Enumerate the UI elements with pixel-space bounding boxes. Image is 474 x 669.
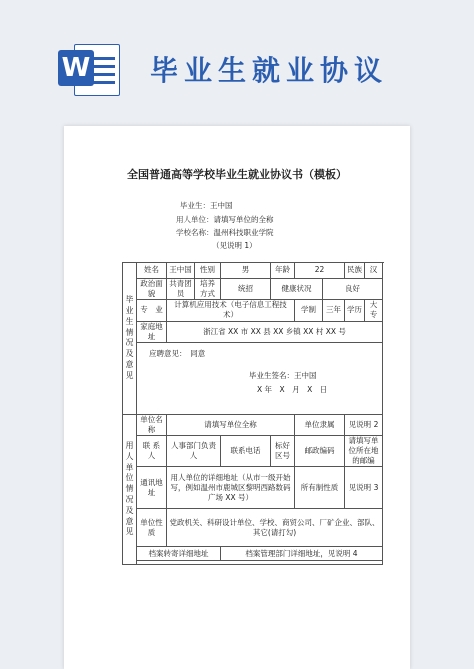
- employer-address-value: 用人单位的详细地址（从市一级开始写，例如温州市鹿城区黎明西路数码广场 XX 号）: [167, 467, 295, 509]
- degree-value: 三年: [323, 300, 345, 321]
- info-employer: [176, 214, 274, 225]
- banner: [0, 0, 474, 100]
- info-graduate: [180, 200, 233, 211]
- edu-value: 大专: [365, 300, 383, 321]
- health-value: 良好: [323, 279, 383, 300]
- name-value: 王中国: [167, 263, 195, 279]
- ownership-label: 所有制性质: [295, 467, 345, 509]
- signature: [249, 371, 317, 381]
- info-graduate-value: 王中国: [210, 201, 233, 210]
- nature-label: 单位性质: [137, 509, 167, 547]
- unit-name-value: 请填写单位全称: [167, 414, 295, 435]
- document-title: 全国普通高等学校毕业生就业协议书（模板）: [127, 168, 347, 181]
- major-label: 专 业: [137, 300, 167, 321]
- training-value: 统招: [221, 279, 271, 300]
- gender-label: 性别: [195, 263, 221, 279]
- zip-label: 邮政编码: [295, 436, 345, 467]
- ethnic-label: 民族: [345, 263, 365, 279]
- ownership-value: 见说明 3: [345, 467, 383, 509]
- word-icon: [58, 40, 122, 100]
- opinion-value: 同意: [190, 348, 206, 358]
- section-graduate-label: 毕业生情况及意见: [123, 263, 137, 415]
- health-label: 健康状况: [271, 279, 323, 300]
- age-label: 年龄: [271, 263, 295, 279]
- ethnic-value: 汉: [365, 263, 383, 279]
- address-label: 家庭地址: [137, 321, 167, 342]
- affiliation-value: 见说明 2: [345, 414, 383, 435]
- affiliation-label: 单位隶属: [295, 414, 345, 435]
- phone-label: 联系电话: [221, 436, 271, 467]
- address-value: 浙江省 XX 市 XX 县 XX 乡镇 XX 村 XX 号: [167, 321, 383, 342]
- zip-value: 请填写单位所在地的邮编: [345, 436, 383, 467]
- agreement-form-table: [122, 262, 383, 565]
- degree-label: 学制: [295, 300, 323, 321]
- name-label: 姓名: [137, 263, 167, 279]
- banner-title: 毕业生就业协议: [150, 54, 389, 87]
- political-value: 共青团员: [167, 279, 195, 300]
- age-value: 22: [295, 263, 345, 279]
- opinion-label: 应聘意见：: [149, 348, 183, 358]
- gender-value: 男: [221, 263, 271, 279]
- phone-value: 标好区号: [271, 436, 295, 467]
- info-school-value: 温州科技职业学院: [213, 228, 274, 237]
- info-employer-label: 用人单位：: [176, 215, 214, 224]
- document-page: [64, 126, 410, 669]
- info-note: （见说明 1）: [212, 241, 257, 250]
- major-value: 计算机应用技术（电子信息工程技术）: [167, 300, 295, 321]
- contact-value: 人事部门负责人: [167, 436, 221, 467]
- training-label: 培养方式: [195, 279, 221, 300]
- info-employer-value: 请填写单位的全称: [213, 215, 274, 224]
- edu-label: 学历: [345, 300, 365, 321]
- employer-address-label: 通讯地址: [137, 467, 167, 509]
- opinion-cell: [137, 342, 383, 414]
- political-label: 政治面貌: [137, 279, 167, 300]
- archive-value: 档案管理部门详细地址，见说明 4: [221, 547, 383, 561]
- archive-label: 档案转寄详细地址: [137, 547, 221, 561]
- word-icon-letter: W: [58, 50, 94, 86]
- signature-label: 毕业生签名：: [249, 370, 294, 380]
- info-graduate-label: 毕业生：: [180, 201, 210, 210]
- info-school: [176, 227, 274, 238]
- signature-value: 王中国: [294, 370, 317, 380]
- contact-label: 联 系 人: [137, 436, 167, 467]
- nature-value: 党政机关、科研设计单位、学校、商贸公司、厂矿企业、部队、其它(请打勾): [167, 509, 383, 547]
- info-school-label: 学校名称：: [176, 228, 214, 237]
- opinion: [149, 349, 205, 359]
- unit-name-label: 单位名称: [137, 414, 167, 435]
- signature-date: X 年 X 月 X 日: [257, 384, 328, 394]
- table-bottom-row: [137, 561, 383, 565]
- section-employer-label: 用人单位情况及意见: [123, 414, 137, 565]
